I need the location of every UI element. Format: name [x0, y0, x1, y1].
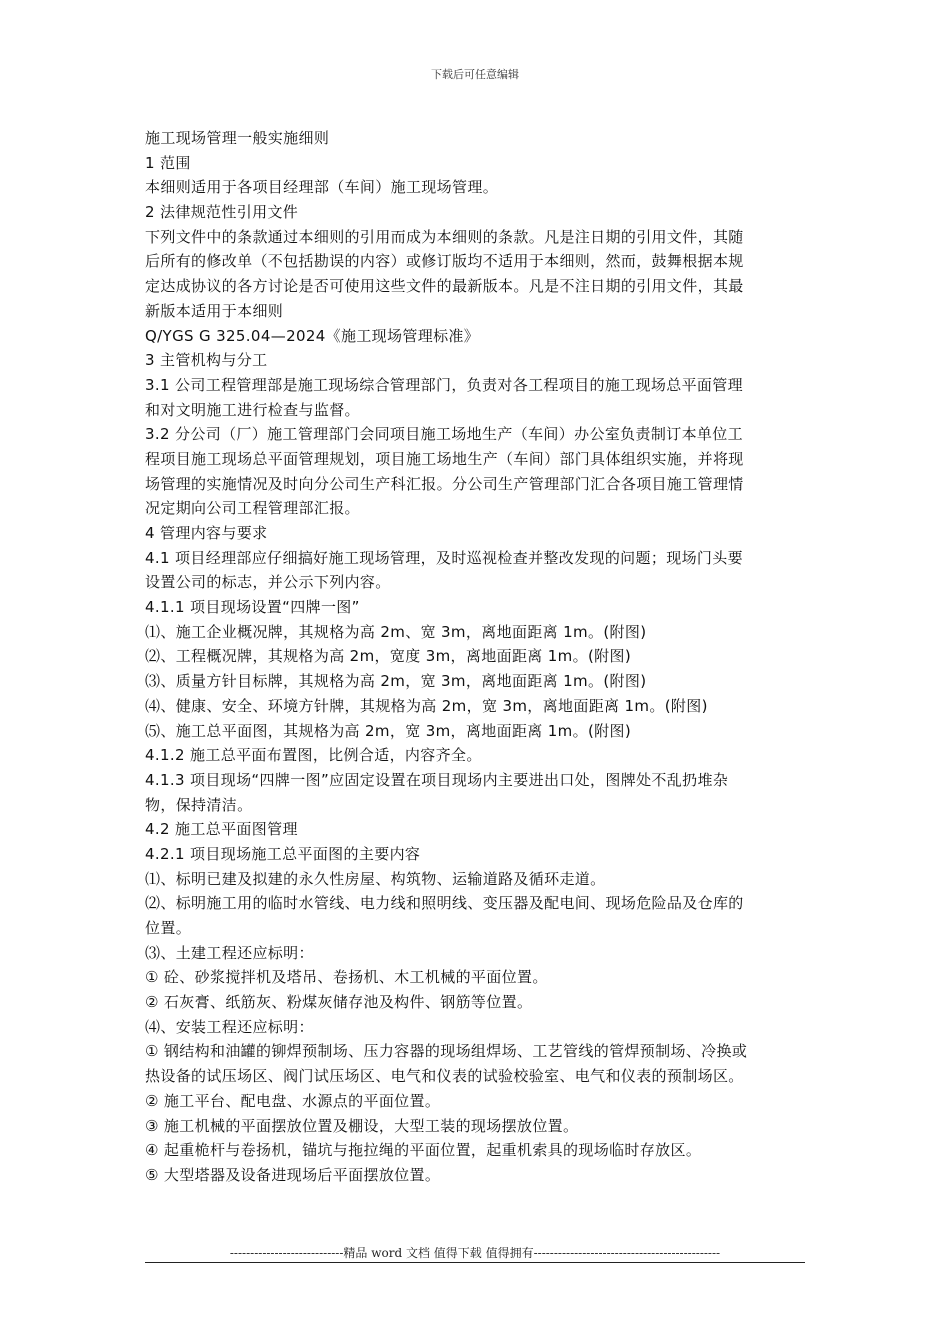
document-line: ⑷、安装工程还应标明： — [145, 1017, 314, 1036]
document-line: ⑸、施工总平面图，其规格为高 2m，宽 3m，离地面距离 1m。(附图) — [145, 721, 632, 740]
document-line: ④ 起重桅杆与卷扬机，锚坑与拖拉绳的平面位置，起重机索具的现场临时存放区。 — [145, 1141, 702, 1160]
document-line: ⑴、施工企业概况牌，其规格为高 2m、宽 3m，离地面距离 1m。(附图) — [145, 622, 647, 641]
document-line: ⑤ 大型塔器及设备进现场后平面摆放位置。 — [145, 1165, 441, 1184]
document-line: ⑷、健康、安全、环境方针牌，其规格为高 2m，宽 3m，离地面距离 1m。(附图) — [145, 696, 708, 715]
footer-rule — [145, 1262, 805, 1263]
document-line: 设置公司的标志，并公示下列内容。 — [145, 573, 391, 592]
document-line: 况定期向公司工程管理部汇报。 — [145, 499, 360, 518]
page-footer: ----------------------------精品 word 文档 值得下载 值得拥有---------------------------------------------- — [229, 1246, 721, 1260]
document-line: 4.1.1 项目现场设置“四牌一图” — [145, 598, 360, 617]
document-line: ⑶、质量方针目标牌，其规格为高 2m，宽 3m，离地面距离 1m。(附图) — [145, 672, 647, 691]
document-line: 程项目施工现场总平面管理规划，项目施工场地生产（车间）部门具体组织实施，并将现 — [145, 449, 744, 468]
document-line: ① 钢结构和油罐的铆焊预制场、压力容器的现场组焊场、工艺管线的管焊预制场、冷换或 — [145, 1042, 748, 1061]
document-line: 下列文件中的条款通过本细则的引用而成为本细则的条款。凡是注日期的引用文件，其随 — [145, 227, 744, 246]
document-line: 4.1.2 施工总平面布置图，比例合适，内容齐全。 — [145, 746, 482, 765]
document-line: 新版本适用于本细则 — [145, 301, 284, 320]
document-line: ⑵、工程概况牌，其规格为高 2m，宽度 3m，离地面距离 1m。(附图) — [145, 647, 632, 666]
document-line: ⑶、土建工程还应标明： — [145, 943, 314, 962]
document-line: ② 施工平台、配电盘、水源点的平面位置。 — [145, 1091, 441, 1110]
document-line: 场管理的实施情况及时向分公司生产科汇报。分公司生产管理部门汇合各项目施工管理情 — [145, 474, 744, 493]
document-line: ⑴、标明已建及拟建的永久性房屋、构筑物、运输道路及循环走道。 — [145, 869, 606, 888]
document-line: ② 石灰膏、纸筋灰、粉煤灰储存池及构件、钢筋等位置。 — [145, 993, 533, 1012]
document-line: 和对文明施工进行检查与监督。 — [145, 400, 360, 419]
document-line: 4 管理内容与要求 — [145, 524, 268, 542]
document-line: 定达成协议的各方讨论是否可使用这些文件的最新版本。凡是不注日期的引用文件，其最 — [145, 277, 744, 296]
document-body — [145, 126, 805, 1188]
document-line: 3.1 公司工程管理部是施工现场综合管理部门，负责对各工程项目的施工现场总平面管理 — [145, 375, 743, 394]
document-line: 3.2 分公司（厂）施工管理部门会同项目施工场地生产（车间）办公室负责制订本单位工 — [145, 425, 743, 444]
document-line: 位置。 — [145, 919, 192, 937]
document-line: 本细则适用于各项目经理部（车间）施工现场管理。 — [145, 178, 499, 197]
document-line: 热设备的试压场区、阀门试压场区、电气和仪表的试验校验室、电气和仪表的预制场区。 — [145, 1067, 744, 1086]
document-title: 施工现场管理一般实施细则 — [145, 129, 330, 147]
document-line: Q/YGS G 325.04—2024《施工现场管理标准》 — [145, 326, 480, 345]
document-line: 1 范围 — [145, 153, 191, 172]
document-line: 物，保持清洁。 — [145, 795, 253, 814]
document-line: 3 主管机构与分工 — [145, 351, 268, 370]
document-line: 4.1.3 项目现场“四牌一图”应固定设置在项目现场内主要进出口处，图牌处不乱扔堆杂 — [145, 770, 729, 789]
document-line: ③ 施工机械的平面摆放位置及棚设，大型工装的现场摆放位置。 — [145, 1116, 579, 1135]
document-line: 后所有的修改单（不包括勘误的内容）或修订版均不适用于本细则，然而，鼓舞根据本规 — [145, 252, 744, 271]
document-line: ⑵、标明施工用的临时水管线、电力线和照明线、变压器及配电间、现场危险品及仓库的 — [145, 894, 744, 913]
document-line: 4.1 项目经理部应仔细搞好施工现场管理，及时巡视检查并整改发现的问题；现场门头要 — [145, 548, 743, 567]
document-line: 4.2.1 项目现场施工总平面图的主要内容 — [145, 844, 421, 863]
document-line: ① 砼、砂浆搅拌机及塔吊、卷扬机、木工机械的平面位置。 — [145, 968, 548, 987]
document-line: 4.2 施工总平面图管理 — [145, 820, 298, 839]
document-line: 2 法律规范性引用文件 — [145, 203, 299, 222]
page-header: 下载后可任意编辑 — [431, 68, 519, 81]
